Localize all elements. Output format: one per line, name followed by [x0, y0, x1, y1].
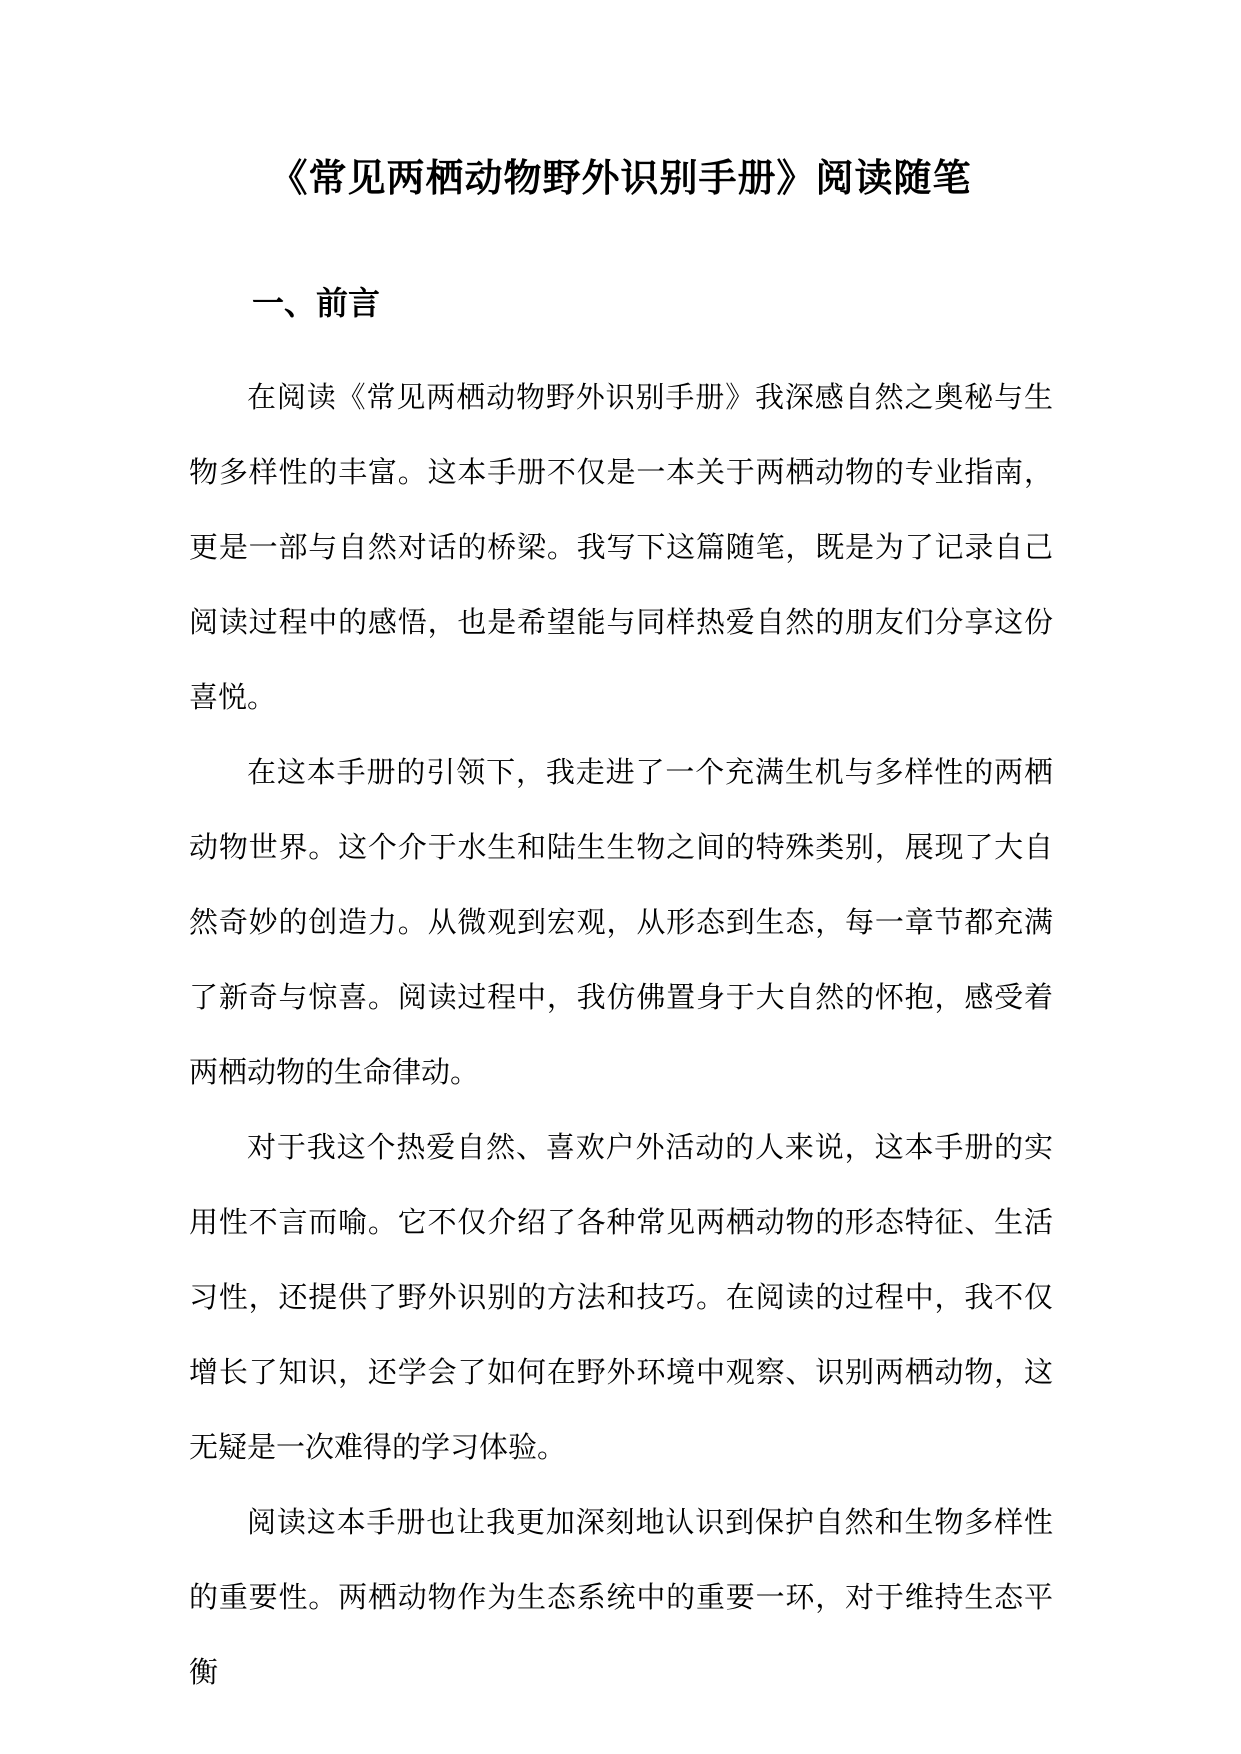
section-heading-preface: 一、前言: [252, 284, 381, 322]
document-title: 《常见两栖动物野外识别手册》阅读随笔: [269, 155, 972, 200]
paragraph: 在这本手册的引领下，我走进了一个充满生机与多样性的两栖动物世界。这个介于水生和陆生生物之间的特殊类别，展现了大自然奇妙的创造力。从微观到宏观，从形态到生态，每一章节都充满了新奇与惊喜。阅读过程中，我仿佛置身于大自然的怀抱，感受着两栖动物的生命律动。: [189, 755, 1053, 1089]
paragraph: 在阅读《常见两栖动物野外识别手册》我深感自然之奥秘与生物多样性的丰富。这本手册不仅是一本关于两栖动物的专业指南，更是一部与自然对话的桥梁。我写下这篇随笔，既是为了记录自己阅读过程中的感悟，也是希望能与同样热爱自然的朋友们分享这份喜悦。: [189, 380, 1053, 714]
paragraph: 对于我这个热爱自然、喜欢户外活动的人来说，这本手册的实用性不言而喻。它不仅介绍了各种常见两栖动物的形态特征、生活习性，还提供了野外识别的方法和技巧。在阅读的过程中，我不仅增长了知识，还学会了如何在野外环境中观察、识别两栖动物，这无疑是一次难得的学习体验。: [189, 1130, 1053, 1464]
section-body: [189, 360, 1053, 1710]
paragraph: 阅读这本手册也让我更加深刻地认识到保护自然和生物多样性的重要性。两栖动物作为生态系统中的重要一环，对于维持生态平衡: [189, 1505, 1053, 1689]
